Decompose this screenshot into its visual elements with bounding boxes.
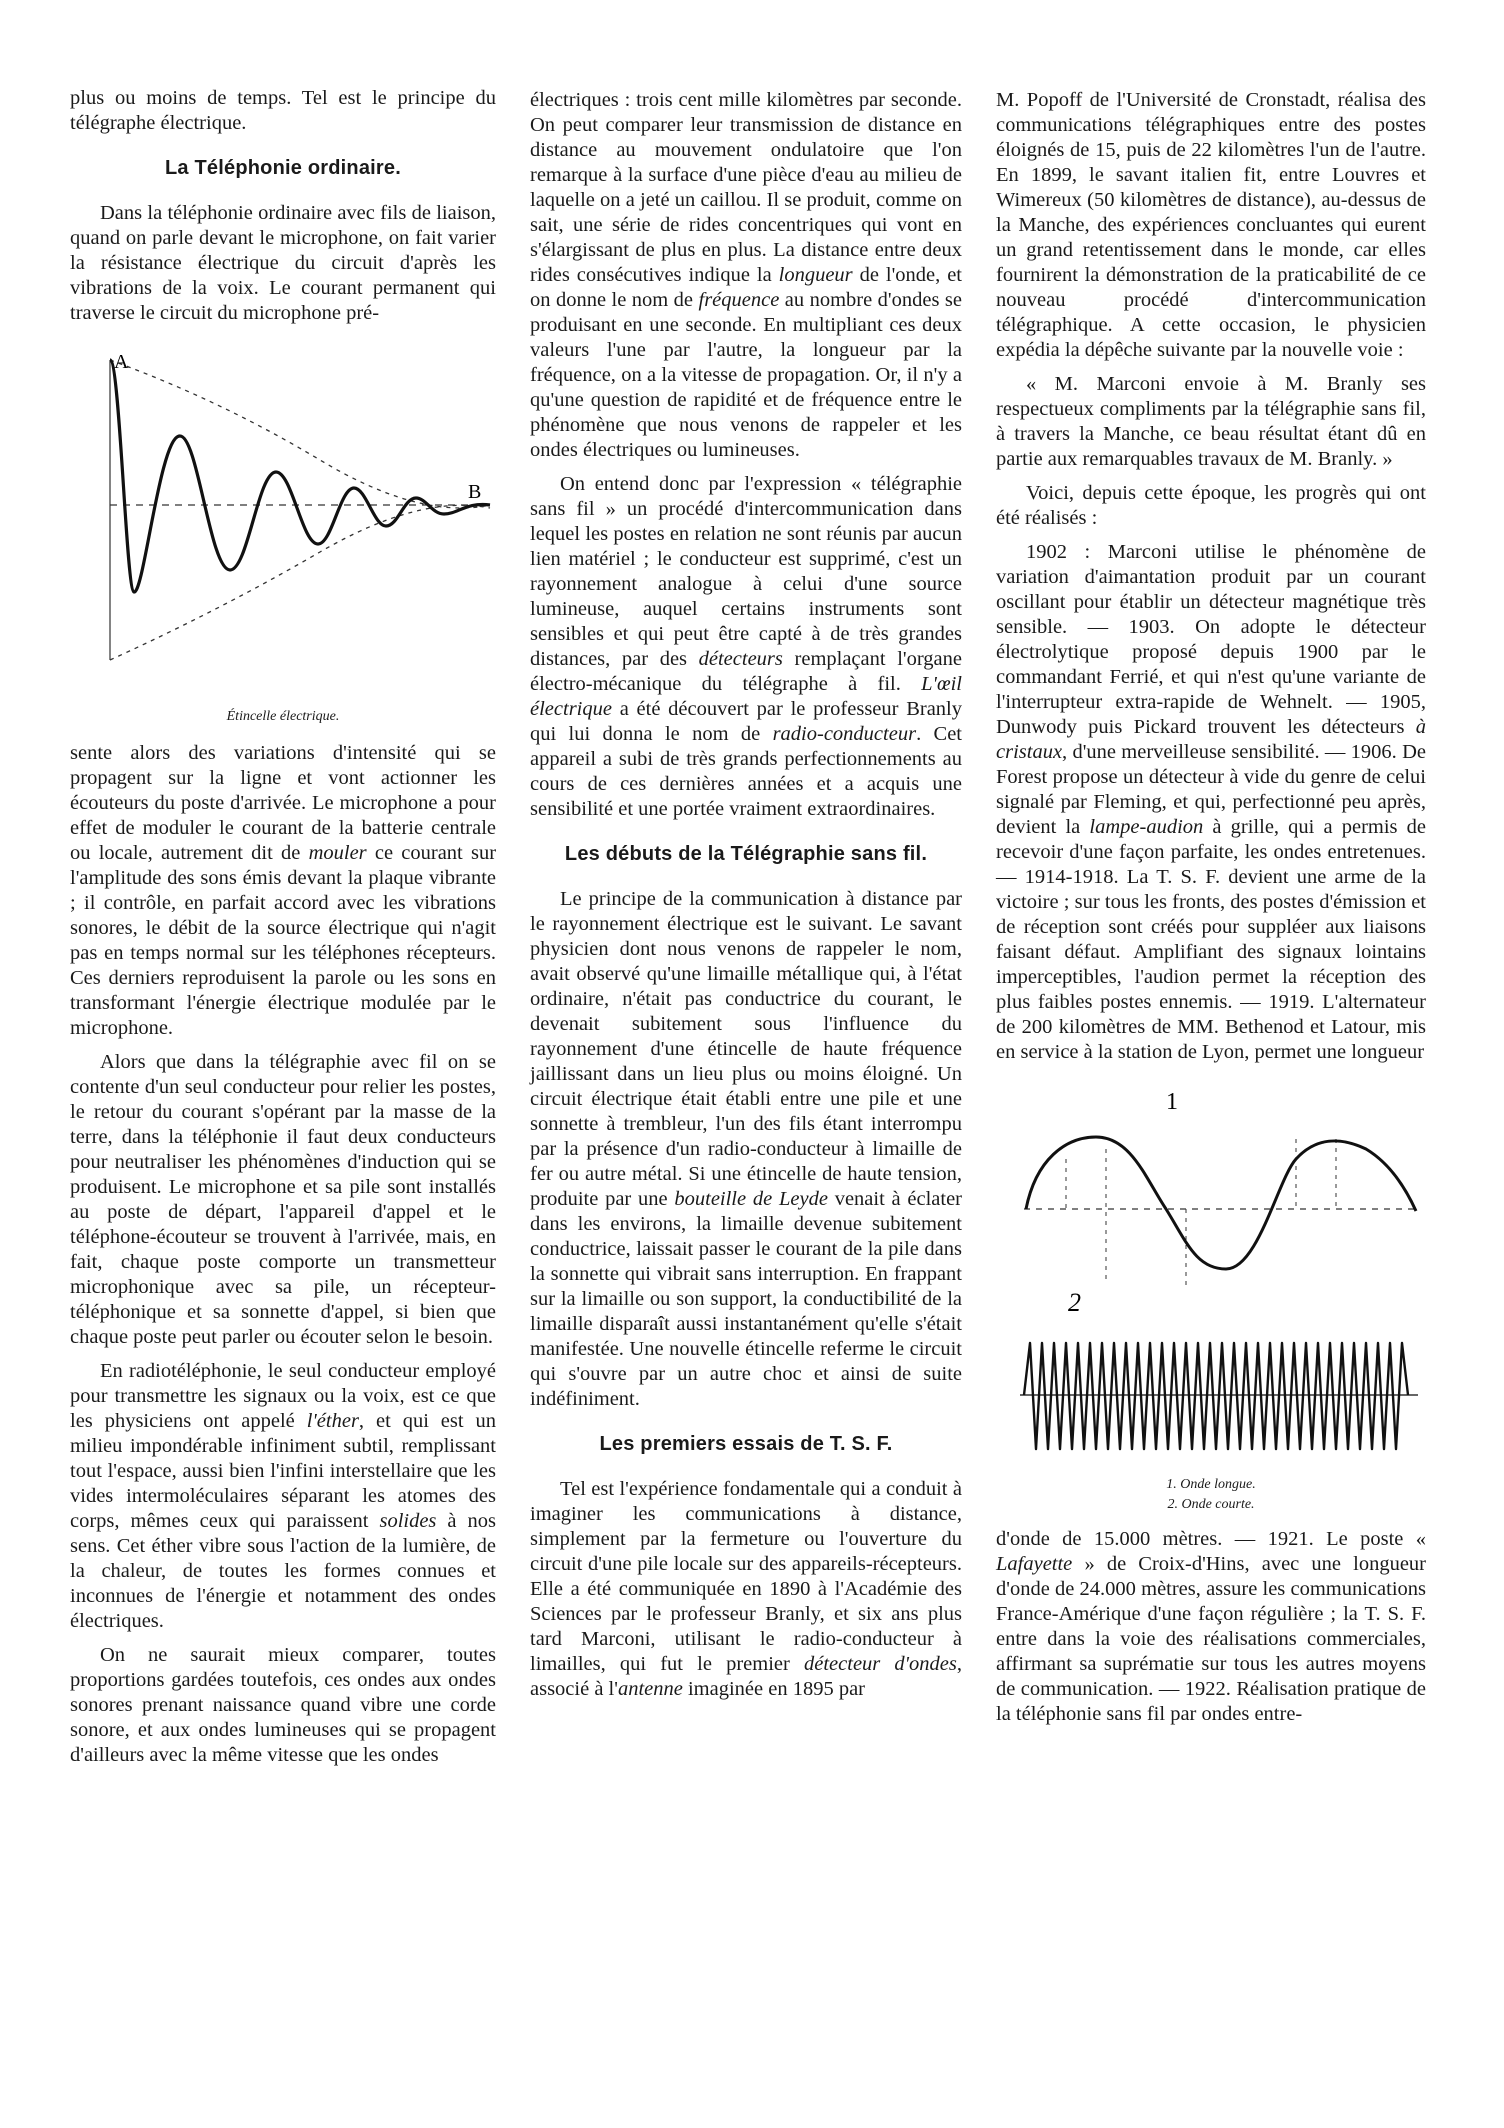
damped-oscillation-figure — [70, 340, 496, 698]
paragraph: d'onde de 15.000 mètres. — 1921. Le poste « Lafayette » de Croix-d'Hins, avec une longueur d'onde de 24.000 mètres, assure les communications France-Amérique d'une façon régulière ; la T. S. F. entre dans la voie des réalisations commerciales, affirmant sa suprématie sur tous les autres moyens de communication. — 1922. Réalisation pratique de la téléphonie sans fil par ondes entre- — [996, 1528, 1427, 1725]
envelope-lower — [110, 505, 490, 660]
emphasis: lampe-audion — [1089, 816, 1204, 838]
paragraph: sente alors des variations d'intensité qui se propagent sur la ligne et vont actionner les écouteurs du poste d'arrivée. Le microphone a pour effet de moduler le courant de la batterie centrale ou locale, autrement dit de mouler ce courant sur l'amplitude des sons émis devant la plaque vibrante ; il contrôle, en parfait accord avec les vibrations sonores, le débit de la source électrique qui n'agit pas en temps normal sur les téléphones récepteurs. Ces derniers reproduisent la parole ou les sons en transformant l'énergie électrique modulée par le microphone. — [70, 742, 497, 1039]
paragraph: Dans la téléphonie ordinaire avec fils de liaison, quand on parle devant le microphone, on fait varier la résistance électrique du circuit d'après les vibrations de la voix. Le courant permanent qui traverse le circuit du microphone pré- — [70, 202, 496, 324]
paragraph: Tel est l'expérience fondamentale qui a conduit à imaginer les communications à distance, simplement par la fermeture ou l'ouverture du circuit d'une pile locale sur des appareils-récepteurs. Elle a été communiquée en 1890 à l'Académie des Sciences par le professeur Branly, et six ans plus tard Marconi, utilisant le radio-conducteur à limailles, qui fut le premier détecteur d'ondes, associé à l'antenne imaginée en 1895 par — [530, 1478, 963, 1700]
paragraph: électriques : trois cent mille kilomètres par seconde. On peut comparer leur transmission de distance en distance au mouvement ondulatoire que l'on remarque à la surface d'une pièce d'eau au milieu de laquelle on a jeté un caillou. Il se produit, comme on sait, une série de rides concentriques qui vont en s'élargissant de plus en plus. La distance entre deux rides consécutives indique la longueur de l'onde, et on donne le nom de fréquence au nombre d'ondes se produisant en une seconde. En multipliant ces deux valeurs l'une par l'autre, la longueur par la fréquence, on a la vitesse de propagation. Or, il n'y a qu'une question de rapidité et de fréquence entre le phénomène que nous venons de rappeler et les ondes électriques ou lumineuses. — [530, 89, 962, 461]
caption-short-wave: 2. Onde courte. — [1167, 1497, 1255, 1512]
emphasis: détecteurs — [698, 648, 783, 670]
emphasis: bouteille de Leyde — [674, 1188, 828, 1210]
short-wave — [1024, 1343, 1408, 1449]
column-3 — [996, 88, 1426, 1736]
label-a: A — [114, 351, 129, 373]
section-heading-essais: Les premiers essais de T. S. F. — [599, 1433, 893, 1455]
figure-caption — [996, 1475, 1426, 1515]
column-1 — [70, 86, 496, 1777]
paragraph: On entend donc par l'expression « télégraphie sans fil » un procédé d'intercommunication dans lequel les postes en relation ne sont réunis par aucun lien matériel ; le conducteur est supprimé, c'est un rayonnement analogue à celui d'une source lumineuse, auquel certains instruments sont sensibles et qui peut être capté à de très grandes distances, par des détecteurs remplaçant l'organe électro-mécanique du télégraphe à fil. L'œil électrique a été découvert par le professeur Branly qui lui donna le nom de radio-conducteur. Cet appareil a subi de très grands perfectionnements au cours de ces dernières années et a acquis une sensibilité et une portée vraiment extraordinaires. — [530, 473, 963, 820]
damped-wave — [110, 360, 490, 592]
section-heading-debuts: Les débuts de la Télégraphie sans fil. — [564, 843, 928, 865]
paragraph: On ne saurait mieux comparer, toutes proportions gardées toutefois, ces ondes aux ondes sonores prenant naissance quand vibre une corde sonore, et aux ondes lumineuses qui se propagent d'ailleurs avec la même vitesse que les ondes — [70, 1644, 496, 1766]
wave-comparison-figure — [996, 1079, 1426, 1469]
emphasis: Lafayette — [996, 1553, 1073, 1575]
emphasis: fréquence — [698, 289, 780, 311]
long-wave — [1026, 1137, 1416, 1269]
label-b: B — [468, 481, 482, 503]
paragraph: « M. Marconi envoie à M. Branly ses respectueux compliments par la télégraphie sans fil, à travers la Manche, ce beau résultat étant dû en partie aux remarquables travaux de M. Branly. » — [996, 373, 1426, 470]
emphasis: détecteur d'ondes — [804, 1653, 957, 1675]
section-heading-telephonie: La Téléphonie ordinaire. — [165, 157, 401, 179]
caption-long-wave: 1. Onde longue. — [1166, 1477, 1256, 1492]
paragraph: M. Popoff de l'Université de Cronstadt, réalisa des communications télégraphiques entre des postes éloignés de 15, puis de 22 kilomètres l'un de l'autre. En 1899, le savant italien fit, entre Louvres et Wimereux (50 kilomètres de distance), au-dessus de la Manche, des expériences concluantes qui eurent un grand retentissement dans le monde, car elles fournirent la démonstration de la praticabilité de ce nouveau procédé d'intercommunication télégraphique. A cette occasion, le physicien expédia la dépêche suivante par la nouvelle voie : — [996, 89, 1426, 361]
emphasis: L'œil électrique — [530, 673, 963, 720]
paragraph: Le principe de la communication à distance par le rayonnement électrique est le suivant. Le savant physicien dont nous venons de rappeler le nom, avait observé qu'une limaille métallique qui, à l'état ordinaire, n'était pas conductrice du courant, le devenait subitement sous l'influence du rayonnement d'une étincelle de haute fréquence jaillissant dans un lieu plus ou moins éloigné. Un circuit électrique était établi entre une pile et une sonnette à trembleur, l'un des fils étant interrompu par la présence d'un radio-conducteur à limaille de fer ou autre métal. Si une étincelle de haute tension, produite par une bouteille de Leyde venait à éclater dans les environs, la limaille devenue subitement conductrice, laissait passer le courant de la pile dans la sonnette qui vibrait sans interruption. En frappant sur la limaille ou son support, la conductibilité de la limaille disparaît aussi instantanément qu'elle s'était manifestée. Une nouvelle étincelle referme le circuit qui s'ouvre par un autre choc et ainsi de suite indéfiniment. — [530, 888, 963, 1410]
emphasis: longueur — [778, 264, 853, 286]
paragraph: Alors que dans la télégraphie avec fil on se contente d'un seul conducteur pour relier les postes, le retour du courant s'opérant par la masse de la terre, dans la téléphonie il faut deux conducteurs pour neutraliser les phénomènes d'induction qui se produisent. Le microphone et sa pile sont installés au poste de départ, l'appareil d'appel et le téléphone-écouteur se trouvent à l'arrivée, mais, en fait, chaque poste comporte un transmetteur microphonique avec sa pile, un récepteur-téléphonique et sa sonnette d'appel, si bien que chaque poste peut parler ou écouter selon le besoin. — [70, 1051, 496, 1348]
envelope-upper — [110, 360, 490, 508]
emphasis: solides — [379, 1510, 437, 1532]
label-2: 2 — [1068, 1288, 1081, 1317]
paragraph: En radiotéléphonie, le seul conducteur employé pour transmettre les signaux ou la voix, est ce que les physiciens ont appelé l'éther, et qui est un milieu impondérable infiniment subtil, remplissant tout l'espace, aussi bien l'infini interstellaire que les vides intermoléculaires séparant les atomes des corps, mêmes ceux qui paraissent solides à nos sens. Cet éther vibre sous l'action de la lumière, de la chaleur, de toutes les formes connues et inconnues de l'énergie et notamment des ondes électriques. — [70, 1360, 497, 1632]
column-2 — [530, 88, 962, 1711]
paragraph: plus ou moins de temps. Tel est le principe du télégraphe électrique. — [70, 87, 496, 134]
label-1: 1 — [1166, 1089, 1178, 1115]
figure-caption: Étincelle électrique. — [226, 709, 340, 724]
paragraph: Voici, depuis cette époque, les progrès qui ont été réalisés : — [996, 482, 1426, 529]
paragraph: 1902 : Marconi utilise le phénomène de variation d'aimantation produit par un courant oscillant pour établir un détecteur magnétique très sensible. — 1903. On adopte le détecteur électrolytique proposé depuis 1900 par le commandant Ferrié, et qui n'est qu'une variante de l'interrupteur extra-rapide de Wehnelt. — 1905, Dunwody puis Pickard trouvent les détecteurs à cristaux, d'une merveilleuse sensibilité. — 1906. De Forest propose un détecteur à vide du genre de celui signalé par Fleming, et qui, perfectionné peu après, devient la lampe-audion à grille, qui a permis de recevoir d'une façon parfaite, les ondes entretenues. — 1914-1918. La T. S. F. devient une arme de la victoire ; sur tous les fronts, des postes d'émission et de réception sont créés pour suppléer aux liaisons faisant défaut. Amplifiant des signaux lointains imperceptibles, l'audion permet la réception des plus faibles postes ennemis. — 1919. L'alternateur de 200 kilomètres de MM. Bethenod et Latour, mis en service à la station de Lyon, permet une longueur — [996, 541, 1426, 1063]
emphasis: l'éther — [306, 1410, 359, 1432]
emphasis: mouler — [308, 842, 367, 864]
emphasis: radio-conducteur — [772, 723, 917, 745]
emphasis: à cristaux — [996, 716, 1426, 763]
emphasis: antenne — [617, 1678, 683, 1700]
